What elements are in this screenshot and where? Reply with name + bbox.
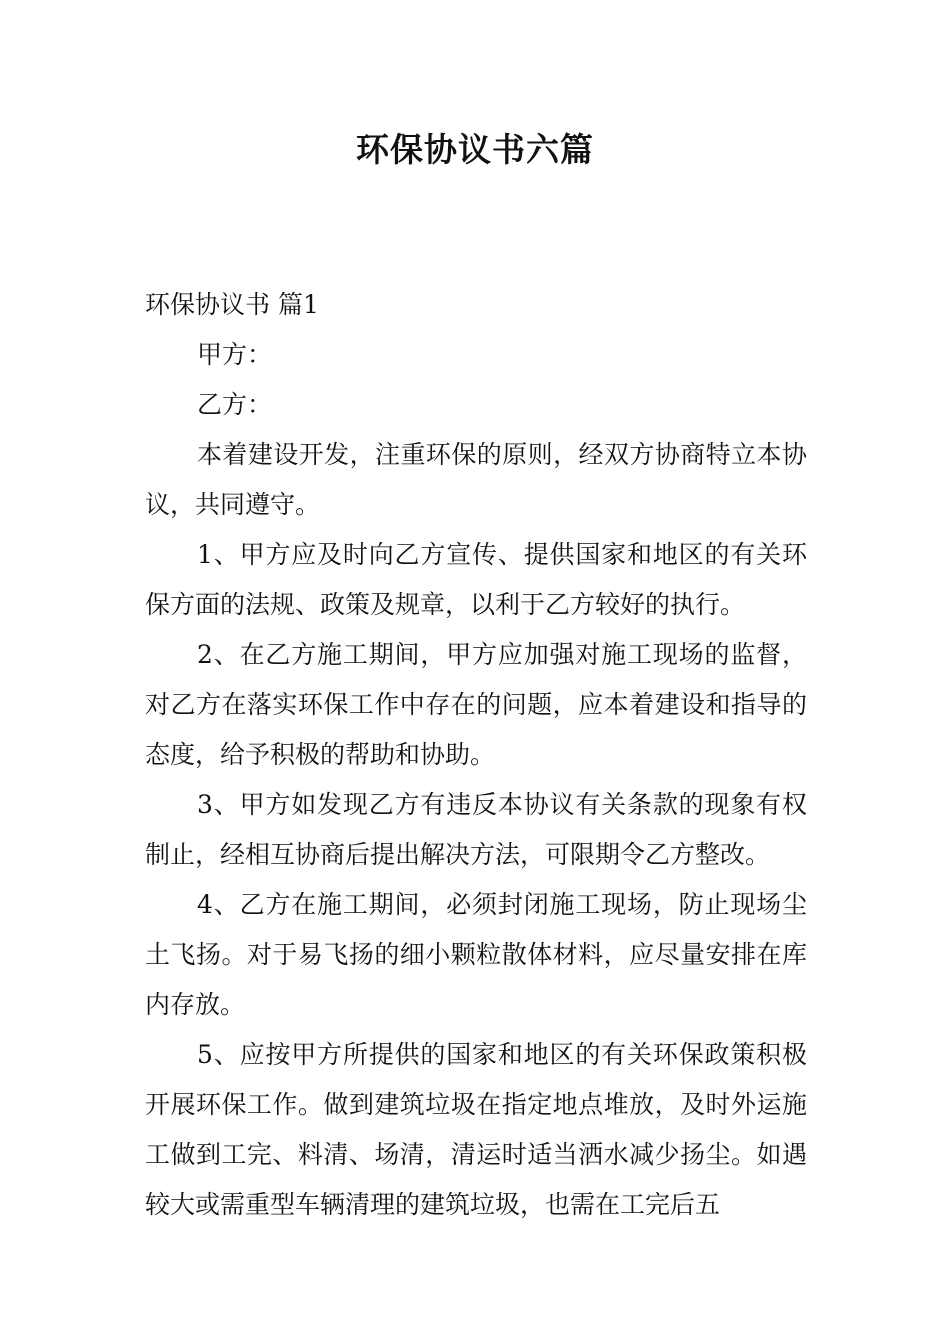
party-b-line: 乙方： <box>197 390 273 419</box>
preamble-paragraph: 本着建设开发，注重环保的原则，经双方协商特立本协议，共同遵守。 <box>145 440 807 519</box>
party-a-line: 甲方： <box>197 340 273 369</box>
document-body <box>145 280 807 1230</box>
clause-3-paragraph: 3、甲方如发现乙方有违反本协议有关条款的现象有权制止，经相互协商后提出解决方法，可限期令乙方整改。 <box>145 790 807 869</box>
clause-4-paragraph: 4、乙方在施工期间，必须封闭施工现场，防止现场尘土飞扬。对于易飞扬的细小颗粒散体材料，应尽量安排在库内存放。 <box>145 890 807 1019</box>
document-title: 环保协议书六篇 <box>356 130 594 169</box>
clause-5-paragraph: 5、应按甲方所提供的国家和地区的有关环保政策积极开展环保工作。做到建筑垃圾在指定地点堆放，及时外运施工做到工完、料清、场清，清运时适当洒水减少扬尘。如遇较大或需重型车辆清理的建筑垃圾，也需在工完后五 <box>145 1040 807 1219</box>
clause-1-paragraph: 1、甲方应及时向乙方宣传、提供国家和地区的有关环保方面的法规、政策及规章，以利于乙方较好的执行。 <box>145 540 807 619</box>
section-heading: 环保协议书 篇1 <box>145 290 319 319</box>
clause-2-paragraph: 2、在乙方施工期间，甲方应加强对施工现场的监督，对乙方在落实环保工作中存在的问题，应本着建设和指导的态度，给予积极的帮助和协助。 <box>145 640 807 769</box>
